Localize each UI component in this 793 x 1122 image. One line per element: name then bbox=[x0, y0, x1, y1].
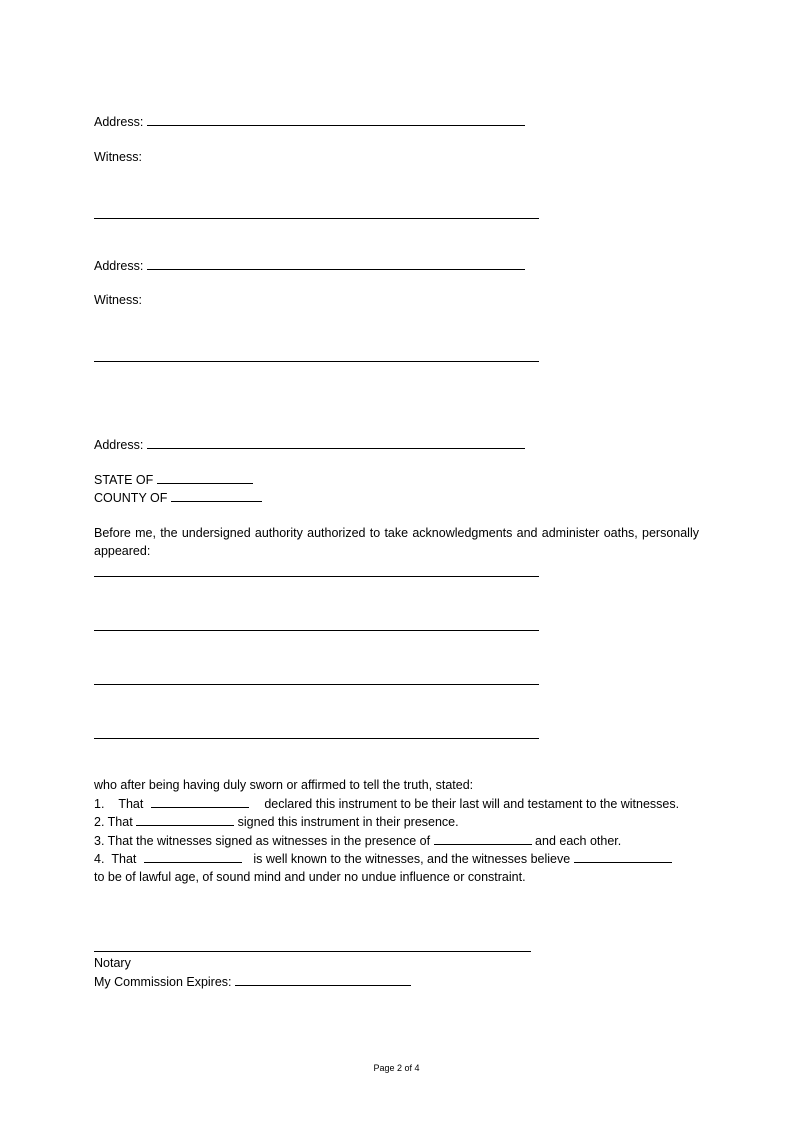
statement-3-prefix: 3. That the witnesses signed as witnesses in the presence of bbox=[94, 833, 431, 848]
appeared-name-line[interactable] bbox=[94, 630, 539, 631]
statement-3-blank[interactable] bbox=[434, 832, 532, 845]
address-blank[interactable] bbox=[147, 257, 525, 270]
address-label: Address: bbox=[94, 115, 144, 129]
statement-2-blank[interactable] bbox=[136, 813, 234, 826]
appeared-name-line[interactable] bbox=[94, 684, 539, 685]
statement-3 bbox=[94, 832, 699, 851]
state-label: STATE OF bbox=[94, 473, 154, 487]
page-number: Page 2 of 4 bbox=[373, 1063, 420, 1073]
appeared-name-line[interactable] bbox=[94, 738, 539, 739]
statement-4-blank-1[interactable] bbox=[144, 850, 242, 863]
witness-label: Witness: bbox=[94, 150, 142, 164]
statement-4 bbox=[94, 850, 699, 869]
commission-label: My Commission Expires: bbox=[94, 975, 232, 989]
statement-4-prefix: 4. That bbox=[94, 852, 137, 866]
statement-4-continued: to be of lawful age, of sound mind and under no undue influence or constraint. bbox=[94, 869, 526, 884]
address-blank[interactable] bbox=[147, 113, 525, 126]
witness-signature-line[interactable] bbox=[94, 218, 539, 219]
statement-1-blank[interactable] bbox=[151, 795, 249, 808]
notary-signature-line[interactable] bbox=[94, 951, 531, 952]
address-blank[interactable] bbox=[147, 436, 525, 449]
state-row bbox=[94, 471, 253, 489]
statement-2 bbox=[94, 813, 699, 832]
sworn-intro: who after being having duly sworn or affirmed to tell the truth, stated: bbox=[94, 778, 474, 792]
statement-4-middle: is well known to the witnesses, and the witnesses believe bbox=[253, 852, 571, 866]
address-row-2 bbox=[94, 257, 525, 275]
statement-2-suffix: signed this instrument in their presence. bbox=[237, 815, 459, 829]
statement-1 bbox=[94, 795, 699, 814]
sworn-statements bbox=[94, 777, 699, 886]
address-row-1 bbox=[94, 113, 525, 131]
statement-3-suffix: and each other. bbox=[535, 833, 622, 848]
state-blank[interactable] bbox=[157, 471, 253, 484]
notary-label: Notary bbox=[94, 956, 131, 970]
statement-1-prefix: 1. That bbox=[94, 796, 144, 811]
witness-label: Witness: bbox=[94, 293, 142, 307]
commission-blank[interactable] bbox=[235, 973, 411, 986]
address-row-3 bbox=[94, 436, 525, 454]
county-blank[interactable] bbox=[171, 489, 262, 502]
statement-4-blank-2[interactable] bbox=[574, 850, 672, 863]
acknowledgment-paragraph: Before me, the undersigned authority authorized to take acknowledgments and administer oaths, personally appeared: bbox=[94, 526, 699, 558]
county-row bbox=[94, 489, 262, 507]
address-label: Address: bbox=[94, 259, 144, 273]
witness-signature-line[interactable] bbox=[94, 361, 539, 362]
address-label: Address: bbox=[94, 438, 144, 452]
commission-row bbox=[94, 973, 411, 991]
statement-1-suffix: declared this instrument to be their last will and testament to the witnesses. bbox=[264, 796, 680, 811]
county-label: COUNTY OF bbox=[94, 491, 168, 505]
statement-2-prefix: 2. That bbox=[94, 815, 133, 829]
appeared-name-line[interactable] bbox=[94, 576, 539, 577]
